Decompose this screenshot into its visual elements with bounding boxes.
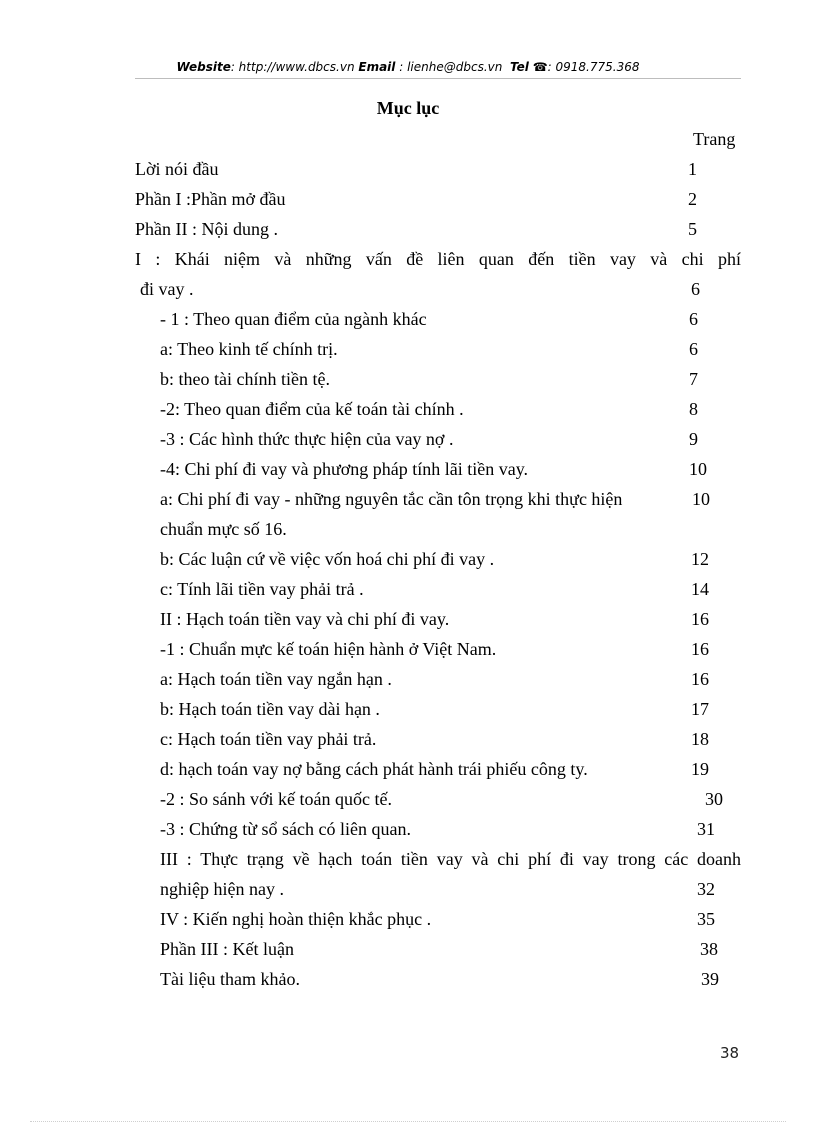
toc-entry-text: c: Tính lãi tiền vay phải trả . bbox=[160, 579, 364, 599]
toc-entry bbox=[0, 847, 816, 877]
toc-entry-page: 16 bbox=[691, 609, 709, 629]
toc-entry bbox=[0, 817, 816, 847]
toc-entry-page: 14 bbox=[691, 579, 709, 599]
toc-entry bbox=[0, 907, 816, 937]
page-bottom-border bbox=[30, 1121, 786, 1122]
toc-entry-page: 9 bbox=[689, 429, 698, 449]
website-value: : http://www.dbcs.vn bbox=[230, 60, 355, 74]
toc-entry-page: 16 bbox=[691, 639, 709, 659]
toc-entry-text: -2 : So sánh với kế toán quốc tế. bbox=[160, 789, 392, 809]
toc-entry-text: đi vay . bbox=[140, 279, 194, 299]
toc-entry-text: b: Hạch toán tiền vay dài hạn . bbox=[160, 699, 380, 719]
toc-entry-page: 31 bbox=[697, 819, 715, 839]
toc-entry-text: II : Hạch toán tiền vay và chi phí đi vay. bbox=[160, 609, 450, 629]
toc-entry-page: 5 bbox=[688, 219, 697, 239]
toc-entry-page: 8 bbox=[689, 399, 698, 419]
toc-entry bbox=[0, 397, 816, 427]
toc-entry bbox=[0, 577, 816, 607]
toc-entry-text: Lời nói đầu bbox=[135, 159, 219, 179]
toc-entry-page: 6 bbox=[689, 339, 698, 359]
toc-entry bbox=[0, 667, 816, 697]
toc-entry bbox=[0, 967, 816, 997]
toc-entry-text: Tài liệu tham khảo. bbox=[160, 969, 300, 989]
toc-entry-text: -3 : Chứng từ sổ sách có liên quan. bbox=[160, 819, 411, 839]
toc-entry-text: nghiệp hiện nay . bbox=[160, 879, 284, 899]
toc-entry-page: 6 bbox=[689, 309, 698, 329]
toc-entry bbox=[0, 337, 816, 367]
toc-entry bbox=[0, 727, 816, 757]
toc-entry-page: 2 bbox=[688, 189, 697, 209]
email-value: : lienhe@dbcs.vn bbox=[399, 60, 503, 74]
toc-entry-text: Phần II : Nội dung . bbox=[135, 219, 278, 239]
toc-entry bbox=[0, 517, 816, 547]
toc-entry-page: 6 bbox=[691, 279, 700, 299]
toc-entry-text: -4: Chi phí đi vay và phương pháp tính lãi tiền vay. bbox=[160, 459, 529, 479]
toc-entry-page: 1 bbox=[688, 159, 697, 179]
toc-entry bbox=[0, 547, 816, 577]
toc-entry bbox=[0, 307, 816, 337]
toc-entry-text: -1 : Chuẩn mực kế toán hiện hành ở Việt Nam. bbox=[160, 639, 497, 659]
toc-entry-text: - 1 : Theo quan điểm của ngành khác bbox=[160, 309, 427, 329]
toc-entry-page: 7 bbox=[689, 369, 698, 389]
toc-entry-page: 32 bbox=[697, 879, 715, 899]
toc-entry bbox=[0, 637, 816, 667]
toc-entry-page: 10 bbox=[692, 489, 710, 509]
toc-entry-page: 30 bbox=[705, 789, 723, 809]
toc-entry-page: 39 bbox=[701, 969, 719, 989]
email-label: Email bbox=[358, 60, 396, 74]
toc-entry-text: c: Hạch toán tiền vay phải trả. bbox=[160, 729, 377, 749]
toc-entry bbox=[0, 697, 816, 727]
website-label: Website bbox=[176, 60, 231, 74]
toc-entry-text: IV : Kiến nghị hoàn thiện khắc phục . bbox=[160, 909, 432, 929]
toc-entry bbox=[0, 937, 816, 967]
toc-entry-text: III : Thực trạng về hạch toán tiền vay và chi phí đi vay trong các doanh bbox=[160, 849, 741, 869]
toc-entry bbox=[0, 457, 816, 487]
toc-entry-text: b: theo tài chính tiền tệ. bbox=[160, 369, 330, 389]
toc-entry-text: b: Các luận cứ về việc vốn hoá chi phí đi vay . bbox=[160, 549, 495, 569]
toc-entry bbox=[0, 487, 816, 517]
tel-label: Tel bbox=[509, 60, 529, 74]
toc-entry bbox=[0, 247, 816, 277]
toc-entry-text: I : Khái niệm và những vấn đề liên quan đến tiền vay và chi phí bbox=[135, 249, 741, 269]
page-header bbox=[0, 60, 816, 74]
toc-entry-page: 10 bbox=[689, 459, 707, 479]
toc-entry-page: 35 bbox=[697, 909, 715, 929]
header-divider bbox=[135, 78, 741, 79]
toc-entry bbox=[0, 757, 816, 787]
toc-entry bbox=[0, 877, 816, 907]
toc-entry bbox=[0, 217, 816, 247]
toc-entry-text: a: Chi phí đi vay - những nguyên tắc cần tôn trọng khi thực hiện bbox=[160, 489, 623, 509]
toc-entry bbox=[0, 187, 816, 217]
toc-entry-text: a: Hạch toán tiền vay ngắn hạn . bbox=[160, 669, 392, 689]
toc-entry-text: d: hạch toán vay nợ bằng cách phát hành trái phiếu công ty. bbox=[160, 759, 588, 779]
toc-entry bbox=[0, 427, 816, 457]
toc-entry bbox=[0, 787, 816, 817]
page-number: 38 bbox=[720, 1044, 740, 1062]
toc-entry bbox=[0, 607, 816, 637]
page-title: Mục lục bbox=[376, 98, 440, 118]
phone-icon: ☎ bbox=[532, 60, 548, 74]
toc-entry-text: Phần III : Kết luận bbox=[160, 939, 294, 959]
toc-entry bbox=[0, 367, 816, 397]
toc-entry-page: 16 bbox=[691, 669, 709, 689]
toc-entry-text: Phần I :Phần mở đầu bbox=[135, 189, 286, 209]
page-column-label: Trang bbox=[693, 129, 736, 149]
toc-entry-page: 12 bbox=[691, 549, 709, 569]
toc-entry bbox=[0, 157, 816, 187]
toc-entry-text: -3 : Các hình thức thực hiện của vay nợ . bbox=[160, 429, 454, 449]
toc-entry-page: 17 bbox=[691, 699, 709, 719]
tel-value: : 0918.775.368 bbox=[547, 60, 640, 74]
toc-entry-page: 18 bbox=[691, 729, 709, 749]
toc-entry-page: 19 bbox=[691, 759, 709, 779]
toc-entry-text: a: Theo kinh tế chính trị. bbox=[160, 339, 338, 359]
toc-entry-page: 38 bbox=[700, 939, 718, 959]
toc-entry bbox=[0, 277, 816, 307]
toc-entry-text: -2: Theo quan điểm của kế toán tài chính . bbox=[160, 399, 464, 419]
toc-entry-text: chuẩn mực số 16. bbox=[160, 519, 287, 539]
